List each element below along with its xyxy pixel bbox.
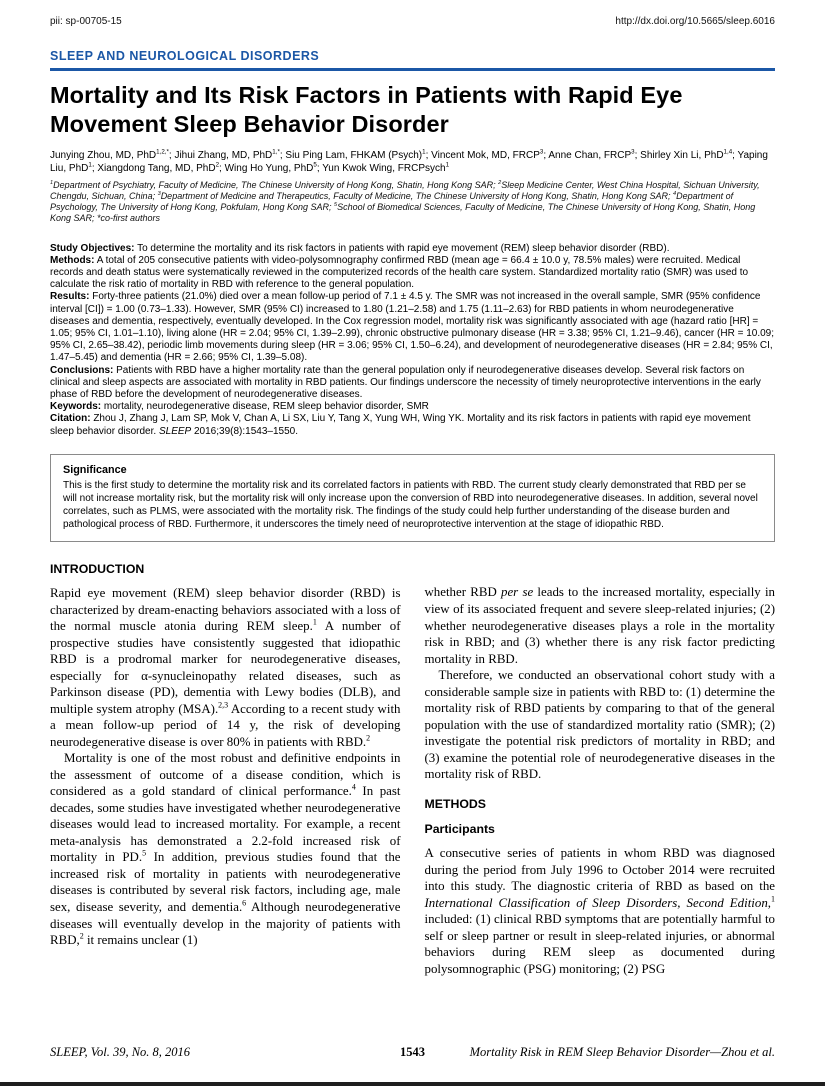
- abstract: [50, 243, 775, 438]
- page-bottom-rule: [0, 1082, 825, 1086]
- section-banner-rule: [50, 68, 775, 71]
- pii-label: pii: sp-00705-15: [50, 16, 122, 27]
- significance-box: [50, 454, 775, 543]
- intro-paragraph-1: Rapid eye movement (REM) sleep behavior disorder (RBD) is characterized by dream-enacting behaviors associated with a loss of the normal muscle atonia during REM sleep.$^1$ A number of prospective studies have consistently suggested that idiopathic RBD is a prodromal marker for neurodegenerative diseases, especially for α-synucleinopathy related diseases, such as Parkinson disease (PD), dementia with Lewy bodies (DLB), and multiple system atrophy (MSA).$^{2,3}$ According to a recent study with a mean follow-up period of 14 y, the risk of developing neurodegenerative disease is over 80% in patients with RBD.$^2$: [50, 586, 401, 749]
- footer-running-title: Mortality Risk in REM Sleep Behavior Disorder—Zhou et al.: [469, 1045, 775, 1059]
- significance-text: This is the first study to determine the mortality risk and its correlated factors in patients with RBD. The current study clearly demonstrated that RBD per se will not increase mortality risk, but the mortality risk will only increase upon the conversion of RBD into neurodegenerative diseases. In addition, several novel correlates, such as PLMS, were associated with the mortality risk. The findings of the study could help further understanding of the disease burden and pathological process of RBD. Furthermore, it underscores the timely need of neuroprotective intervention at the stage of idiopathic RBD.: [63, 479, 758, 531]
- abstract-study-objectives: [50, 243, 775, 255]
- significance-heading: Significance: [63, 463, 127, 476]
- abstract-text-results: Forty-three patients (21.0%) died over a mean follow-up period of 7.1 ± 4.5 y. The SMR was not increased in the overall sample, SMR (95% confidence interval [CI]) = 1.00 (0.73–1.33). However, SMR (95% CI) increased to 1.80 (1.21–2.58) and 1.75 (1.11–2.63) for RBD patients in whom neurodegenerative diseases and dementia, respectively, eventually developed. In the Cox regression model, mortality risk was significantly associated with age (hazard ratio [HR] = 1.05; 95% CI, 1.01–1.10), living alone (HR = 2.04; 95% CI, 1.39–2.99), chronic obstructive pulmonary disease (HR = 3.38; 95% CI, 1.21–9.46), cancer (HR = 10.09; 95% CI, 2.65–38.42), periodic limb movements during sleep (HR = 3.06; 95% CI, 1.50–6.24), and development of neurodegenerative diseases (HR = 2.84; 95% CI, 1.47–5.45) and dementia (HR = 2.66; 95% CI, 1.39–5.08).: [50, 291, 775, 364]
- intro-paragraph-4: Therefore, we conducted an observational cohort study with a considerable sample size in patients with RBD to: (1) determine the mortality risk of RBD patients by comparing to that of the general population with the use of standardized mortality ratio (SMR); (2) investigate the potential risk predictors of mortality in RBD; and (3) examine the potential role of neurodegenerative diseases in the mortality risk of RBD.: [424, 668, 775, 782]
- page-footer: [50, 1045, 775, 1060]
- abstract-text-keywords: mortality, neurodegenerative disease, REM sleep behavior disorder, SMR: [103, 401, 429, 413]
- participants-paragraph-1: A consecutive series of patients in whom RBD was diagnosed during the period from July 1996 to October 2014 were recruited into this study. The diagnostic criteria of RBD as based on the International Classification of Sleep Disorders, Second Edition,$^1$ included: (1) clinical RBD symptoms that are potentially harmful to self or sleep partner or result in sleep-related injuries, or abnormal behaviors during REM sleep as documented during polysomnographic (PSG) monitoring; (2) PSG: [424, 846, 775, 976]
- abstract-label-citation: Citation:: [50, 413, 91, 425]
- intro-paragraph-2: Mortality is one of the most robust and definitive endpoints in the assessment of outcome of a disease condition, which is considered as a gold standard of clinical performance.$^4$ In past decades, some studies have investigated whether neurodegenerative diseases would lead to increased mortality. For example, a recent meta-analysis has demonstrated a 2.2-fold increased risk of mortality in PD.$^5$ In addition, previous studies found that the increased risk of mortality in patients with neurodegenerative diseases is contributed by several risk factors, including age, male sex, disease severity, and dementia.$^6$ Although neurodegenerative diseases will eventually develop in the majority of patients with RBD,$^2$ it remains unclear (1): [50, 751, 401, 948]
- abstract-methods: [50, 255, 775, 292]
- abstract-label-keywords: Keywords:: [50, 401, 102, 413]
- intro-paragraph-3: whether RBD per se leads to the increased mortality, especially in view of its associated frequent and severe sleep-related injuries; (2) whether neurodegenerative diseases plays a role in the mortality risk in RBD; and (3) whether there is any risk factor predicting mortality in RBD.: [424, 585, 776, 666]
- abstract-label-results: Results:: [50, 291, 90, 303]
- right-column: [425, 562, 776, 977]
- abstract-text-conclusions: Patients with RBD have a higher mortality rate than the general population only if neurodegenerative diseases develop. Several risk factors on clinical and sleep aspects are associated with mortality in RBD patients. Our findings underscore the necessity of timely neuroprotective interventions in the early phase of RBD before the development of neurodegenerative diseases.: [50, 364, 761, 400]
- footer-journal-info: SLEEP, Vol. 39, No. 8, 2016: [50, 1045, 191, 1059]
- author-list: Junying Zhou, MD, PhD$^{1,2,*}$; Jihui Zhang, MD, PhD$^{1,*}$; Siu Ping Lam, FHKAM (Psych)$^1$; Vincent Mok, MD, FRCP$^3$; Anne Chan, FRCP$^3$; Shirley Xin Li, PhD$^{1,4}$; Yaping Liu, PhD$^1$; Xiangdong Tang, MD, PhD$^2$; Wing Ho Yung, PhD$^5$; Yun Kwok Wing, FRCPsych$^1$: [50, 148, 768, 174]
- page-header: [50, 16, 775, 27]
- abstract-keywords: [50, 401, 775, 413]
- abstract-label-study-objectives: Study Objectives:: [50, 242, 135, 254]
- heading-introduction: INTRODUCTION: [50, 562, 145, 577]
- left-column: [50, 562, 401, 977]
- abstract-results: [50, 291, 775, 364]
- abstract-citation: [50, 413, 775, 437]
- heading-methods: METHODS: [424, 796, 486, 811]
- abstract-text-citation: Zhou J, Zhang J, Lam SP, Mok V, Chan A, Li SX, Liu Y, Tang X, Yung WH, Wing YK. Mortality and its risk factors in patients with rapid eye movement sleep behavior disorder. SLEEP 2016;39(8):1543–1550.: [50, 413, 751, 437]
- affiliation-list: $^1$Department of Psychiatry, Faculty of Medicine, The Chinese University of Hong Kong, Shatin, Hong Kong SAR; $^2$Sleep Medicine Center, West China Hospital, Sichuan University, Chengdu, Sichuan, China; $^3$Department of Medicine and Therapeutics, Faculty of Medicine, The Chinese University of Hong Kong, Shatin, Hong Kong SAR; $^4$Department of Psychology, The University of Hong Kong, Pokfulam, Hong Kong SAR; $^5$School of Biomedical Sciences, Faculty of Medicine, The Chinese University of Hong Kong, Shatin, Hong Kong SAR; *co-first authors: [50, 179, 760, 224]
- body-columns: [50, 562, 775, 977]
- doi-link[interactable]: http://dx.doi.org/10.5665/sleep.6016: [615, 16, 775, 27]
- footer-page-number: 1543: [400, 1045, 425, 1059]
- abstract-text-study-objectives: To determine the mortality and its risk factors in patients with rapid eye movement (REM) sleep behavior disorder (RBD).: [137, 242, 670, 254]
- heading-participants: Participants: [424, 822, 495, 837]
- abstract-label-conclusions: Conclusions:: [50, 364, 114, 376]
- section-banner: SLEEP AND NEUROLOGICAL DISORDERS: [50, 49, 320, 63]
- abstract-label-methods: Methods:: [50, 254, 95, 266]
- abstract-text-methods: A total of 205 consecutive patients with video-polysomnography confirmed RBD (mean age = 66.4 ± 10.0 y, 78.5% males) were recruited. Medical records and death status were systematically reviewed in the computerized records of the health care system. Standardized mortality ratio (SMR) was used to calculate the risk ratio of mortality in RBD with reference to the general population.: [50, 254, 749, 291]
- article-title: Mortality and Its Risk Factors in Patients with Rapid Eye Movement Sleep Behavior Disorder: [50, 81, 683, 138]
- abstract-conclusions: [50, 365, 775, 402]
